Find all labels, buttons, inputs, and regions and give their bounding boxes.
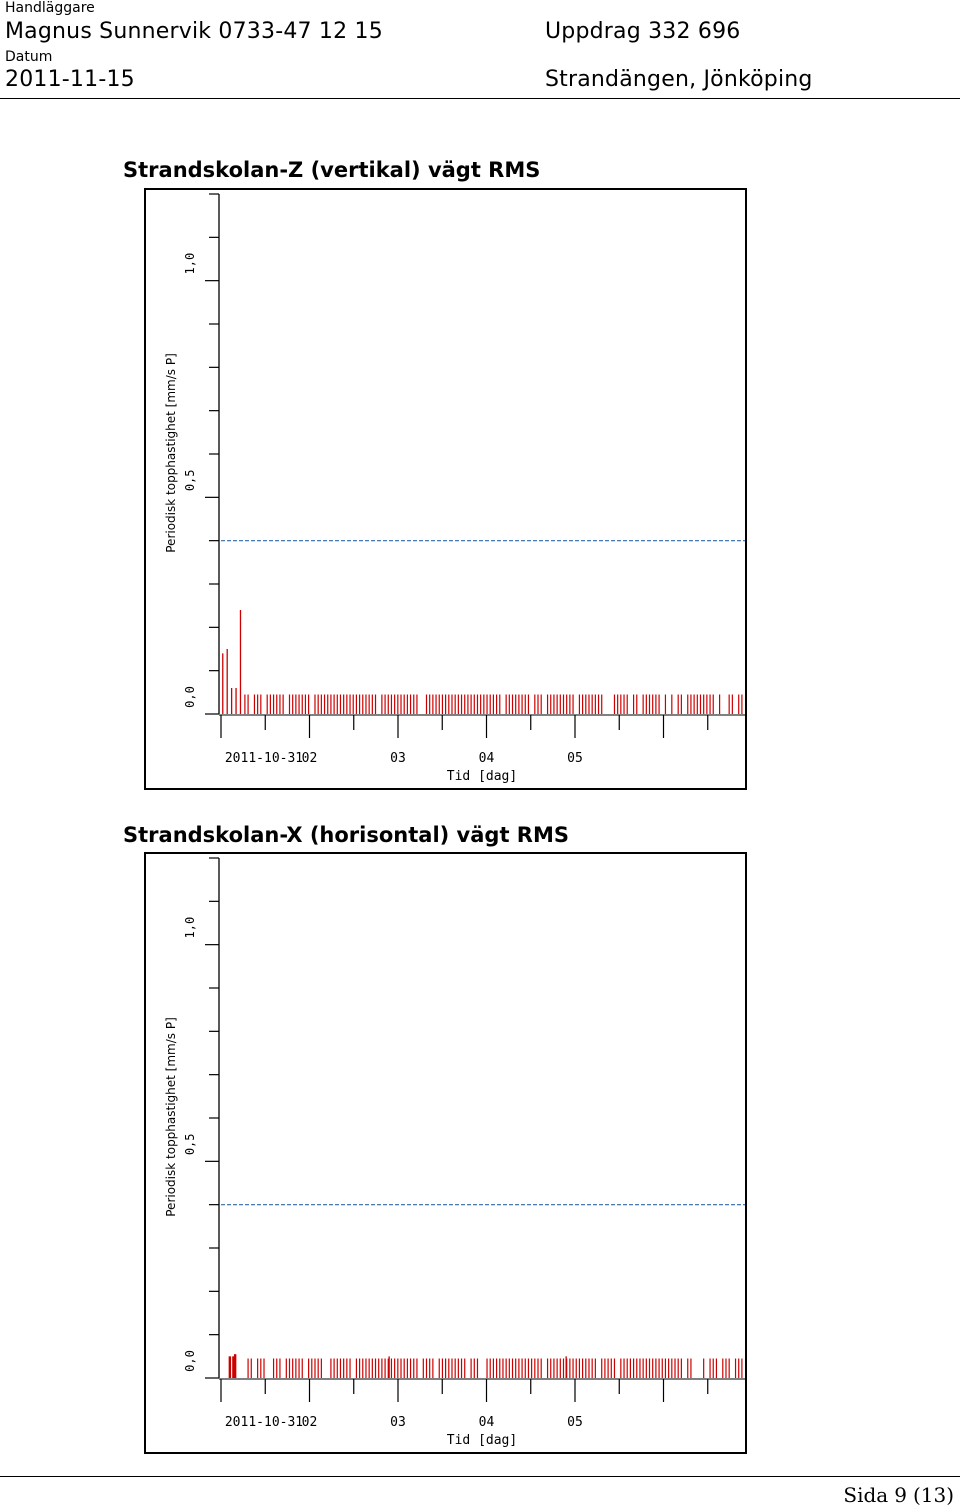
page-indicator: [837, 1482, 954, 1508]
x-axis-label: Tid [dag]: [446, 769, 518, 784]
x-tick-label: 04: [478, 751, 495, 766]
y-tick-label: 0,5: [183, 1133, 197, 1156]
x-axis-label: Tid [dag]: [446, 1433, 518, 1448]
page-number: 9: [894, 1483, 907, 1507]
header-divider: [0, 98, 960, 99]
handler-value: Magnus Sunnervik 0733-47 12 15: [5, 19, 383, 44]
chart-z-plot: [146, 190, 749, 792]
chart-title-z: Strandskolan-Z (vertikal) vägt RMS: [123, 158, 541, 182]
y-tick-label: 0,0: [183, 1350, 197, 1372]
location: Strandängen, Jönköping: [545, 67, 813, 92]
x-tick-label: 2011-10-31: [224, 751, 304, 766]
y-tick-label: 0,0: [183, 686, 197, 708]
y-tick-label: 1,0: [183, 252, 197, 275]
chart-title-x: Strandskolan-X (horisontal) vägt RMS: [123, 823, 569, 847]
x-tick-label: 05: [567, 751, 583, 766]
footer-divider: [0, 1476, 960, 1477]
y-axis-label: Periodisk topphastighet [mm/s P]: [164, 353, 178, 553]
chart-x: [144, 852, 747, 1454]
x-tick-label: 02: [301, 751, 318, 766]
chart-z: [144, 188, 747, 790]
x-tick-label: 03: [390, 1415, 406, 1430]
x-tick-label: 04: [478, 1415, 495, 1430]
x-tick-label: 03: [390, 751, 406, 766]
y-axis-label: Periodisk topphastighet [mm/s P]: [164, 1017, 178, 1217]
page-label: Sida: [843, 1483, 889, 1507]
handler-label: Handläggare: [5, 0, 95, 16]
x-tick-label: 02: [301, 1415, 318, 1430]
date-label: Datum: [5, 49, 53, 65]
date-value: 2011-11-15: [5, 67, 135, 92]
x-tick-label: 05: [567, 1415, 583, 1430]
assignment-number: Uppdrag 332 696: [545, 19, 741, 44]
x-tick-label: 2011-10-31: [224, 1415, 304, 1430]
page-total: (13): [912, 1483, 954, 1507]
series-bars: [230, 1354, 742, 1378]
y-tick-label: 1,0: [183, 916, 197, 939]
chart-x-plot: [146, 854, 749, 1456]
y-tick-label: 0,5: [183, 469, 197, 492]
series-bars: [223, 610, 742, 714]
